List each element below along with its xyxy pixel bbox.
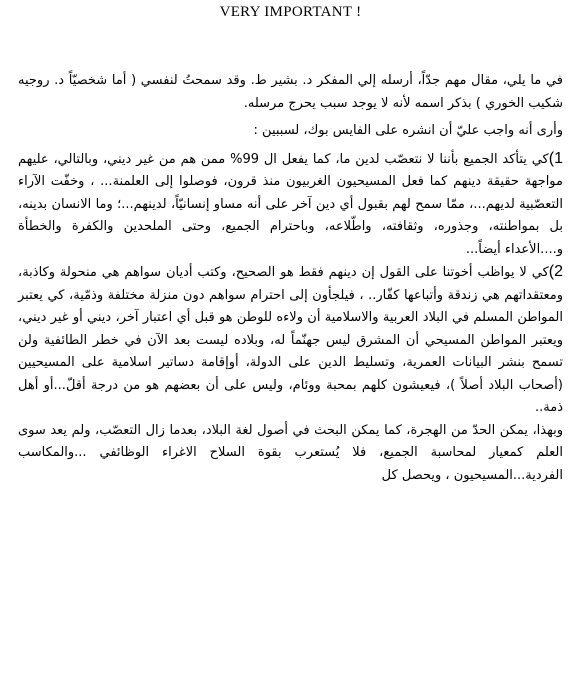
reason-paragraph: وأرى أنه واجب عليّ أن انشره على الفايس بوك، لسببين : (253, 123, 563, 138)
intro-paragraph: في ما يلي، مقال مهم جدّاً، أرسله إلي المفكر د. بشير ط. وقد سمحتُ لنفسي ( أما شخصيّاً د. روجيه شكيب الخوري ) بذكر اسمه لأنه لا يوجد سبب يحرج مرسله. (18, 73, 563, 111)
page-title: VERY IMPORTANT ! (219, 4, 362, 20)
list-item-text: كي يتأكد الجميع بأننا لا نتعصّب لدين ما، كما يفعل ال 99% ممن هم من غير ديني، وبالتالي، عليهم مواجهة حقيقة دينهم كما فعل المسيحيون الغربيون منذ قرون، فوصلوا إلى العلمنة... ، وخفّت الآراء التعصّبية لديهم...، ممّا سمح لهم بقبول أي دين آخر على أنه مساو إنسانيّاً، لدينهم...؛ وما الانسان بدينه، بل بمواطنته، وجذوره، وثقافته، واطّلاعه، وباحترام الجميع، وحتى الملحدين والكفرة والخطأة و....الأعداء أيضاً... (18, 151, 563, 257)
list-item-number: 1) (548, 149, 563, 167)
list-item (18, 148, 563, 262)
list-item (18, 261, 563, 420)
closing-paragraph: وبهذا، يمكن الحدّ من الهجرة، كما يمكن البحث في أصول لغة البلاد، بعدما زال التعصّب، ولم يعد سوى العلم كمعيار لمحاسبة الجميع، فلا يُستعرب بقوة السلاح الاغراء الوظائفي ...والمكاسب الفردية...المسيحيون ، ويحصل كل (18, 422, 563, 483)
list-item-text: كي لا يواظب أخوتنا على القول إن دينهم فقط هو الصحيح، وكتب أديان سواهم هي منحولة وكاذبة، ومعتقداتهم هي زندقة وأتباعها كفّار.. ، فيلجأون إلى احترام سواهم دون منزلة مختلفة وذمّية، كي يعتبر المواطن المسلم في البلاد العربية والاسلامية أن ولاءه للوطن هو قبل أي اعتبار آخر، ديني أو غير ديني، ويعتبر المواطن المسيحي أن المشرق ليس جهنّماً له، وبلاده ليست بعد الآن في خطر الطائفية ولن تسمح بنشر البيانات العمرية، وتسليط الدين على الدولة، أوإقامة دساتير اسلامية على المسيحيين (أصحاب البلاد أصلاً )، فيعيشون كلهم بمحبة ووئام، وليس على أن بعضهم هو من درجة أقلّ...أو أهل ذمة.. (18, 265, 563, 415)
list-item-number: 2) (548, 263, 563, 280)
article-body (18, 70, 563, 492)
